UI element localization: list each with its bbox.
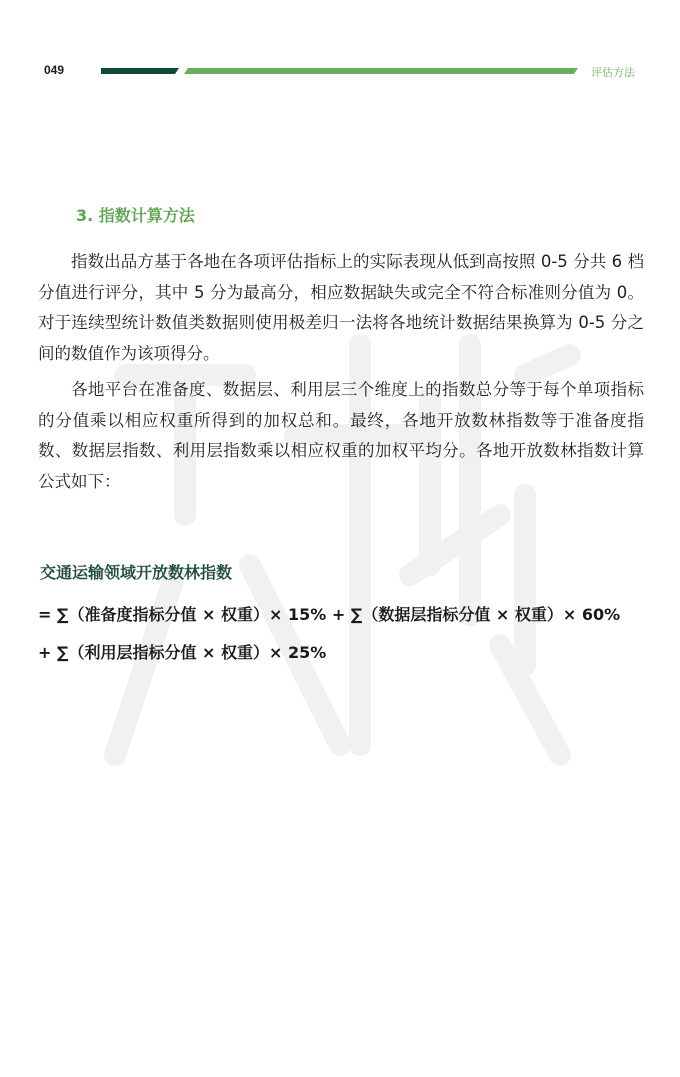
section-heading: 3. 指数计算方法 [76, 206, 195, 225]
formula-title: 交通运输领域开放数林指数 [40, 563, 233, 582]
page-number: 049 [44, 63, 65, 77]
paragraph-scoring-method: 指数出品方基于各地在各项评估指标上的实际表现从低到高按照 0-5 分共 6 档分值进行评分，其中 5 分为最高分，相应数据缺失或完全不符合标准则分值为 0。对于连续型统计数值类数据则使用极差归一法将各地统计数据结果换算为 0-5 分之间的数值作为该项得分。 [38, 252, 644, 363]
formula-line-1: = ∑（准备度指标分值 × 权重）× 15% + ∑（数据层指标分值 × 权重）× 60% [38, 605, 621, 624]
section-label: 评估方法 [591, 66, 635, 79]
formula-line-2: + ∑（利用层指标分值 × 权重）× 25% [38, 643, 327, 662]
header-bar-dark [101, 68, 179, 74]
paragraph-weighting-method: 各地平台在准备度、数据层、利用层三个维度上的指数总分等于每个单项指标的分值乘以相应权重所得到的加权总和。最终，各地开放数林指数等于准备度指数、数据层指数、利用层指数乘以相应权重的加权平均分。各地开放数林指数计算公式如下： [38, 380, 644, 491]
header-bar-green [184, 68, 578, 74]
